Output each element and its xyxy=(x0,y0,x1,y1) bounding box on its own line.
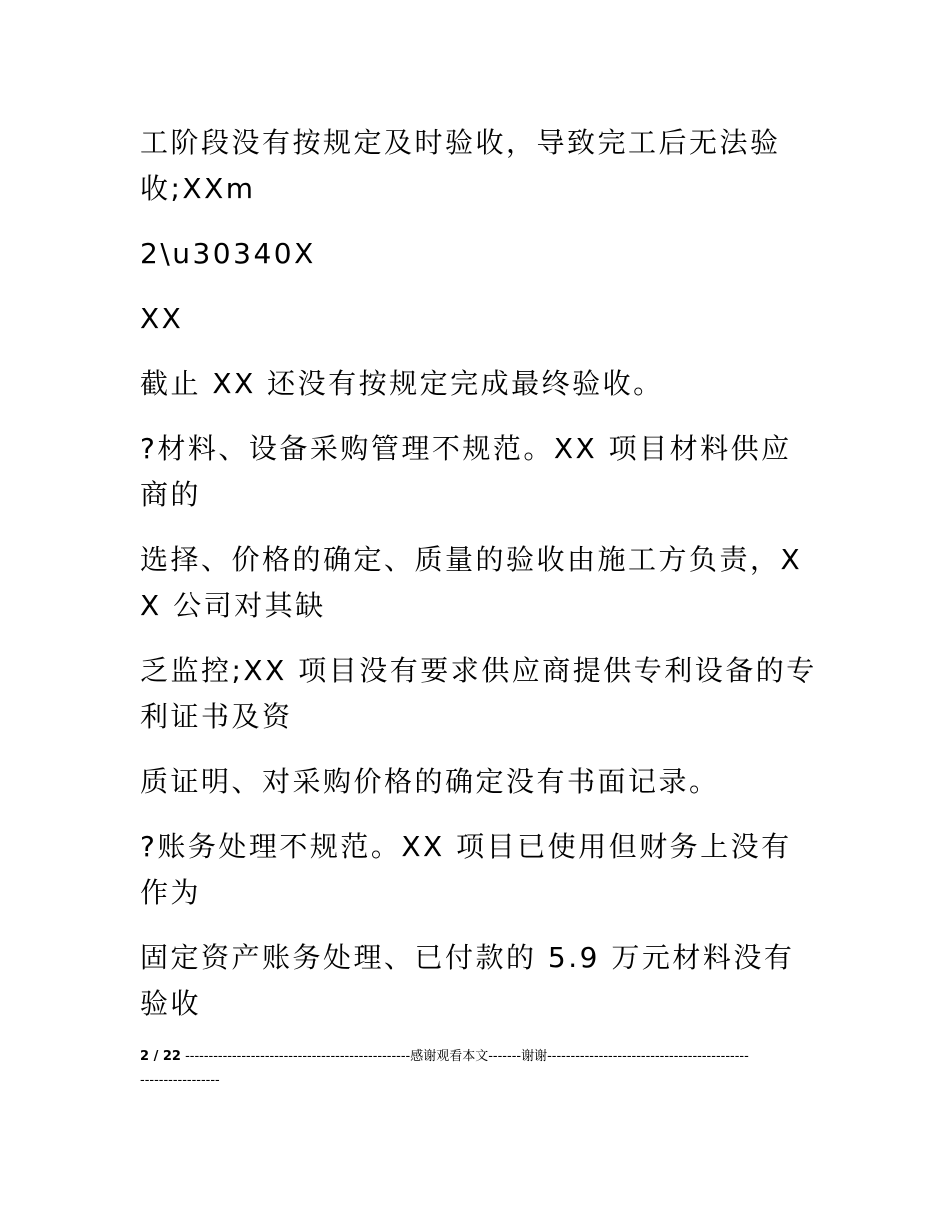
paragraph: 乏监控;XX 项目没有要求供应商提供专利设备的专利证书及资 xyxy=(140,654,817,733)
paragraph: ?材料、设备采购管理不规范。XX 项目材料供应商的 xyxy=(140,432,792,511)
page-footer xyxy=(140,1045,750,1093)
paragraph: 选择、价格的确定、质量的验收由施工方负责，XX 公司对其缺 xyxy=(140,543,803,622)
paragraph: 质证明、对采购价格的确定没有书面记录。 xyxy=(140,765,720,798)
paragraph: 截止 XX 还没有按规定完成最终验收。 xyxy=(140,367,664,400)
paragraph: 2\u30340X xyxy=(140,237,316,270)
paragraph: XX xyxy=(140,302,184,335)
paragraph: ?账务处理不规范。XX 项目已使用但财务上没有作为 xyxy=(140,830,792,909)
footer-text: ------------------------------------------------感谢观看本文-------谢谢------------------------------------------------------------ xyxy=(140,1049,749,1088)
paragraph: 固定资产账务处理、已付款的 5.9 万元材料没有验收 xyxy=(140,941,795,1020)
page-number: 2 / 22 xyxy=(140,1049,181,1064)
paragraph: 工阶段没有按规定及时验收，导致完工后无法验收;XXm xyxy=(140,126,781,205)
page-body xyxy=(140,120,820,1046)
